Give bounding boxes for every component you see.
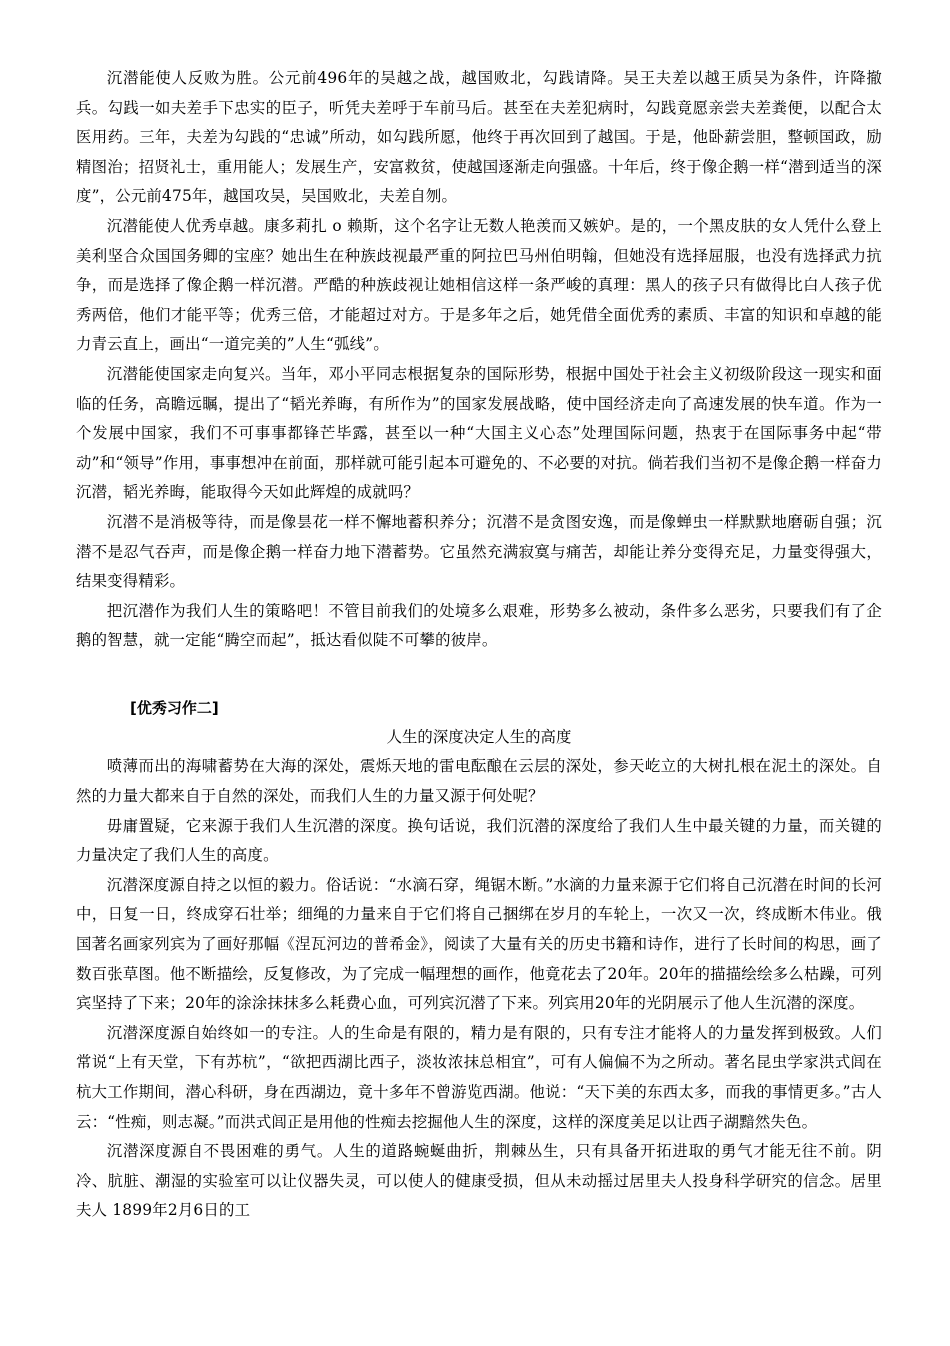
paragraph: 沉潜能使国家走向复兴。当年，邓小平同志根据复杂的国际形势，根据中国处于社会主义初级阶段这一现实和面临的任务，高瞻远瞩，提出了“韬光养晦，有所作为”的国家发展战略，使中国经济走向了高速发展的快车道。作为一个发展中国家，我们不可事事都锋芒毕露，甚至以一种“大国主义心态”处理国际问题，热衷于在国际事务中起“带动”和“领导”作用，事事想冲在前面，那样就可能引起本可避免的、不必要的对抗。倘若我们当初不是像企鹅一样奋力沉潜，韬光养晦，能取得今天如此辉煌的成就吗？ bbox=[76, 364, 882, 502]
paragraph: 沉潜深度源自持之以恒的毅力。俗话说：“水滴石穿，绳锯木断。”水滴的力量来源于它们将自己沉潜在时间的长河中，日复一日，终成穿石壮举；细绳的力量来自于它们将自己捆绑在岁月的车轮上，一次又一次，终成断木伟业。俄国著名画家列宾为了画好那幅《涅瓦河边的普希金》，阅读了大量有关的历史书籍和诗作，进行了长时间的构思，画了数百张草图。他不断描绘，反复修改，为了完成一幅理想的画作，他竟花去了20年。20年的描描绘绘多么枯躁，可列宾坚持了下来；20年的涂涂抹抹多么耗费心血，可列宾沉潜了下来。列宾用20年的光阴展示了他人生沉潜的深度。 bbox=[76, 875, 882, 1013]
essay-part-1 bbox=[76, 64, 882, 656]
section-spacer bbox=[76, 656, 882, 694]
paragraph: 沉潜深度源自始终如一的专注。人的生命是有限的，精力是有限的，只有专注才能将人的力量发挥到极致。人们常说“上有天堂，下有苏杭”，“欲把西湖比西子，淡妆浓抹总相宜”，可有人偏偏不为之所动。著名昆虫学家洪式闾在杭大工作期间，潜心科研，身在西湖边，竟十多年不曾游览西湖。他说：“天下美的东西太多，而我的事情更多。”古人云：“性痴，则志凝。”而洪式闾正是用他的性痴去挖掘他人生的深度，这样的深度美足以让西子湖黯然失色。 bbox=[76, 1023, 882, 1131]
document-page bbox=[76, 64, 882, 1226]
essay-title: 人生的深度决定人生的高度 bbox=[386, 727, 572, 746]
paragraph: 沉潜不是消极等待，而是像昙花一样不懈地蓄积养分；沉潜不是贪图安逸，而是像蝉虫一样默默地磨砺自强；沉潜不是忍气吞声，而是像企鹅一样奋力地下潜蓄势。它虽然充满寂寞与痛苦，却能让养分变得充足，力量变得强大，结果变得精彩。 bbox=[76, 512, 882, 591]
paragraph: 把沉潜作为我们人生的策略吧！不管目前我们的处境多么艰难，形势多么被动，条件多么恶劣，只要我们有了企鹅的智慧，就一定能“腾空而起”，抵达看似陡不可攀的彼岸。 bbox=[76, 601, 882, 650]
paragraph: 沉潜能使人优秀卓越。康多莉扎 o 赖斯，这个名字让无数人艳羡而又嫉妒。是的，一个黑皮肤的女人凭什么登上美利坚合众国国务卿的宝座？她出生在种族歧视最严重的阿拉巴马州伯明翰，但她没有选择屈服，也没有选择武力抗争，而是选择了像企鹅一样沉潜。严酷的种族歧视让她相信这样一条严峻的真理：黑人的孩子只有做得比白人孩子优秀两倍，他们才能平等；优秀三倍，才能超过对方。于是多年之后，她凭借全面优秀的素质、丰富的知识和卓越的能力青云直上，画出“一道完美的”人生“弧线”。 bbox=[76, 216, 882, 354]
section-label: [优秀习作二] bbox=[130, 698, 219, 717]
paragraph: 毋庸置疑，它来源于我们人生沉潜的深度。换句话说，我们沉潜的深度给了我们人生中最关键的力量，而关键的力量决定了我们人生的高度。 bbox=[76, 816, 882, 865]
paragraph: 喷薄而出的海啸蓄势在大海的深处，震烁天地的雷电酝酿在云层的深处，参天屹立的大树扎根在泥土的深处。自然的力量大都来自于自然的深处，而我们人生的力量又源于何处呢？ bbox=[76, 757, 882, 806]
essay-part-2 bbox=[76, 694, 882, 1226]
paragraph: 沉潜能使人反败为胜。公元前496年的吴越之战，越国败北，勾践请降。吴王夫差以越王质吴为条件，许降撤兵。勾践一如夫差手下忠实的臣子，听凭夫差呼于车前马后。甚至在夫差犯病时，勾践竟愿亲尝夫差粪便，以配合太医用药。三年，夫差为勾践的“忠诚”所动，如勾践所愿，他终于再次回到了越国。于是，他卧薪尝胆，整顿国政，励精图治；招贤礼士，重用能人；发展生产，安富救贫，使越国逐渐走向强盛。十年后，终于像企鹅一样“潜到适当的深度”，公元前475年，越国攻吴，吴国败北，夫差自刎。 bbox=[76, 69, 882, 206]
paragraph: 沉潜深度源自不畏困难的勇气。人生的道路蜿蜒曲折，荆棘丛生，只有具备开拓进取的勇气才能无往不前。阴冷、肮脏、潮湿的实验室可以让仪器失灵，可以使人的健康受损，但从未动摇过居里夫人投身科学研究的信念。居里夫人 1899年2月6日的工 bbox=[76, 1142, 882, 1220]
